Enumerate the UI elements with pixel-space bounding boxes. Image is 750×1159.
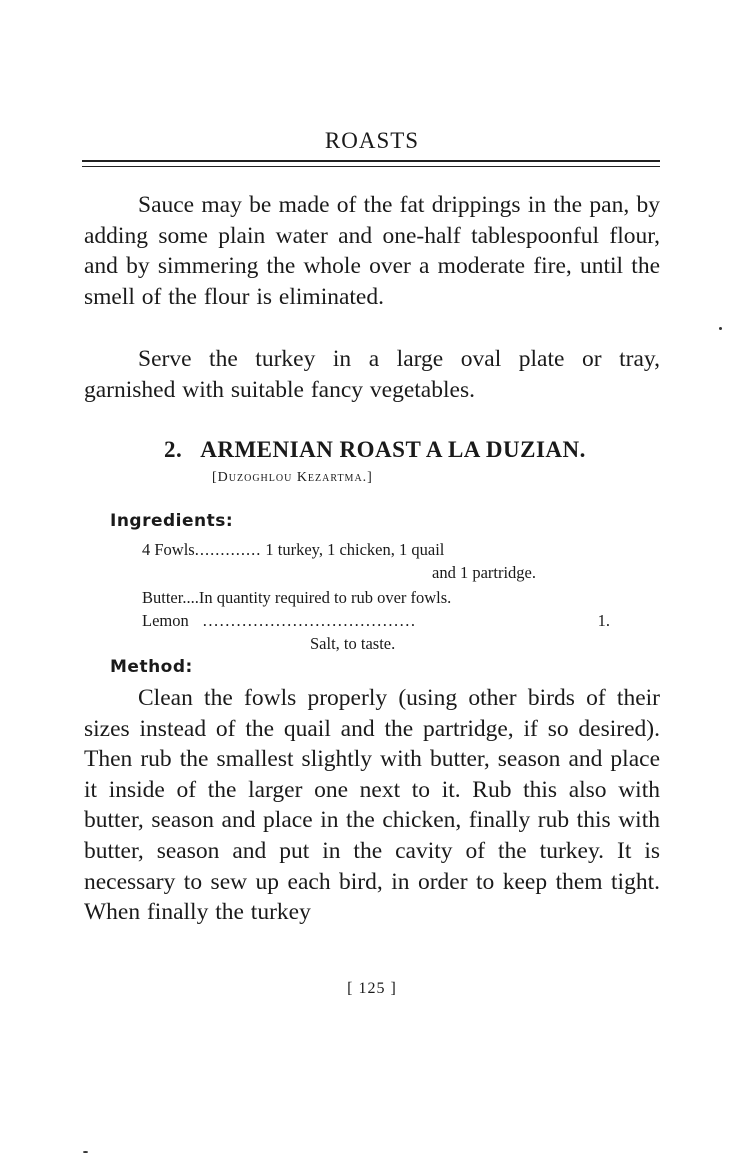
intro-paragraph-2: [84, 344, 660, 405]
intro-paragraph-1-text: Sauce may be made of the fat drippings in the pan, by adding some plain water and one-half tablespoonful flour, and by simmering the whole over a moderate fire, until the smell of the flour is eliminated.: [84, 192, 660, 310]
header-rule-thick: [82, 160, 660, 162]
book-page: [82, 0, 662, 1159]
scan-speck: [719, 327, 722, 330]
method-label: Method:: [110, 657, 193, 677]
intro-paragraph-2-text: Serve the turkey in a large oval plate or tray, garnished with suitable fancy vegetables.: [84, 346, 660, 403]
ingredients-label: Ingredients:: [110, 511, 234, 531]
recipe-number: 2.: [164, 437, 183, 462]
ingredient-lemon-quantity: 1.: [597, 611, 610, 630]
ingredient-lemon-name: Lemon: [142, 611, 189, 630]
method-paragraph-text: Clean the fowls properly (using other birds of their sizes instead of the quail and the partridge, if so desired). Then rub the smallest slightly with butter, season and place it inside of the larger one next to it. Rub this also with butter, season and place in the chicken, finally rub this with butter, season and put in the cavity of the turkey. It is necessary to sew up each bird, in order to keep them tight. When finally the turkey: [84, 685, 660, 926]
ingredient-butter: Butter....In quantity required to rub over fowls.: [142, 588, 452, 607]
ingredient-lemon-leader: ......................................: [202, 611, 417, 630]
intro-paragraph-1: [84, 190, 660, 312]
ingredient-fowls-name: 4 Fowls: [142, 540, 195, 559]
ingredient-fowls-quantity: 1 turkey, 1 chicken, 1 quail: [265, 540, 445, 559]
running-head: ROASTS: [324, 128, 420, 153]
recipe-title: [164, 437, 586, 463]
ingredient-fowls-leader: .............: [194, 540, 262, 559]
ingredient-fowls: [142, 540, 610, 560]
method-paragraph: [84, 683, 660, 928]
recipe-title-text: ARMENIAN ROAST A LA DUZIAN.: [200, 437, 586, 462]
ingredient-salt: Salt, to taste.: [310, 634, 396, 653]
scan-speck: [83, 1151, 88, 1153]
header-rule-thin: [82, 166, 660, 167]
ingredient-fowls-quantity-continued: and 1 partridge.: [432, 563, 537, 582]
recipe-subtitle: [Duzoghlou Kezartma.]: [212, 470, 373, 485]
ingredient-lemon: [142, 611, 610, 631]
page-number: [ 125 ]: [347, 980, 397, 997]
